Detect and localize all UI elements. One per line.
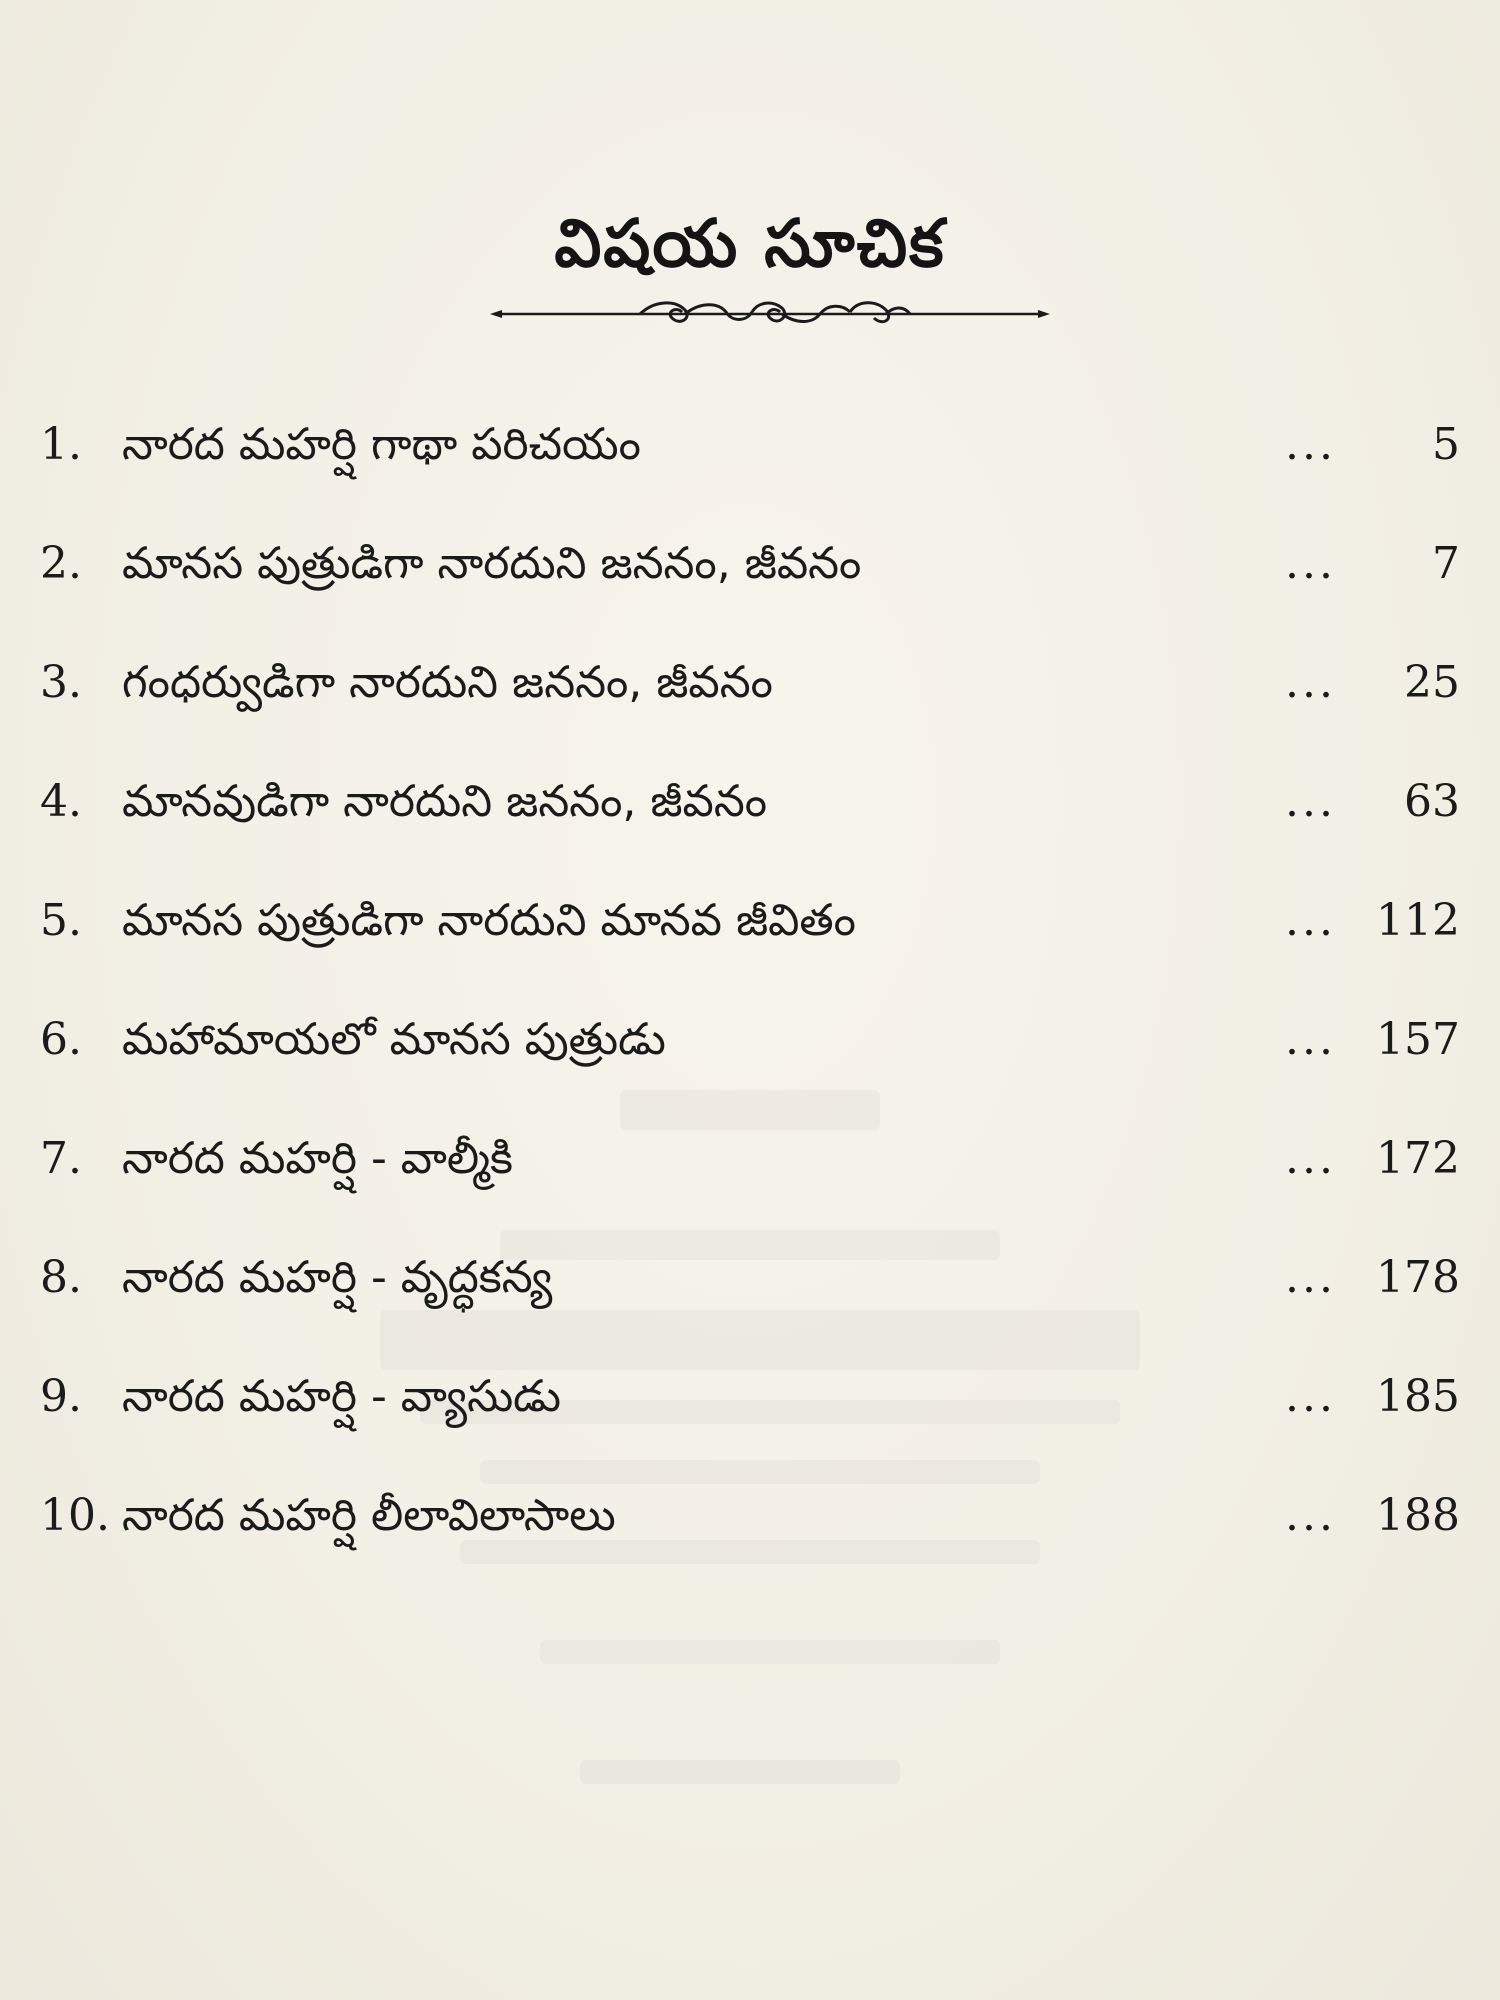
toc-entry-title: మానస పుత్రుడిగా నారదుని జననం, జీవనం	[122, 538, 862, 589]
toc-entry-title: మానవుడిగా నారదుని జననం, జీవనం	[122, 776, 768, 827]
toc-entry-number: 4.	[40, 776, 82, 827]
toc-leader-dots: ...	[1285, 1133, 1336, 1184]
toc-entry[interactable]	[40, 1466, 1460, 1585]
toc-entry[interactable]	[40, 752, 1460, 871]
toc-entry[interactable]	[40, 871, 1460, 990]
toc-entry-title: నారద మహర్షి - వ్యాసుడు	[122, 1371, 561, 1422]
table-of-contents	[40, 395, 1460, 1585]
toc-entry-number: 10.	[40, 1490, 110, 1541]
toc-page-number: 178	[1376, 1252, 1460, 1303]
toc-page-number: 7	[1432, 538, 1460, 589]
toc-page-number: 172	[1376, 1133, 1460, 1184]
toc-page-number: 185	[1376, 1371, 1460, 1422]
toc-entry[interactable]	[40, 633, 1460, 752]
toc-leader-dots: ...	[1285, 1371, 1336, 1422]
toc-entry[interactable]	[40, 1228, 1460, 1347]
toc-page-number: 157	[1376, 1014, 1460, 1065]
toc-entry[interactable]	[40, 990, 1460, 1109]
toc-entry-title: నారద మహర్షి - వృద్ధకన్య	[122, 1252, 553, 1303]
toc-entry-title: నారద మహర్షి లీలావిలాసాలు	[122, 1490, 616, 1541]
toc-entry-number: 1.	[40, 419, 82, 470]
toc-page-number: 25	[1404, 657, 1460, 708]
title-ornament-divider	[490, 296, 1050, 332]
toc-leader-dots: ...	[1285, 776, 1336, 827]
toc-entry-number: 8.	[40, 1252, 82, 1303]
toc-entry-number: 5.	[40, 895, 82, 946]
toc-leader-dots: ...	[1285, 1252, 1336, 1303]
toc-page-number: 63	[1404, 776, 1460, 827]
toc-entry[interactable]	[40, 1109, 1460, 1228]
toc-entry-number: 6.	[40, 1014, 82, 1065]
toc-entry-title: నారద మహర్షి గాథా పరిచయం	[122, 419, 641, 470]
page-title: విషయ సూచిక	[554, 205, 946, 282]
toc-entry-title: మహామాయలో మానస పుత్రుడు	[122, 1014, 666, 1065]
toc-entry[interactable]	[40, 514, 1460, 633]
toc-page-number: 5	[1432, 419, 1460, 470]
toc-entry-number: 3.	[40, 657, 82, 708]
toc-entry-title: మానస పుత్రుడిగా నారదుని మానవ జీవితం	[122, 895, 856, 946]
toc-page-number: 112	[1376, 895, 1460, 946]
toc-entry-number: 2.	[40, 538, 82, 589]
toc-entry-title: నారద మహర్షి - వాల్మీకి	[122, 1133, 514, 1184]
toc-leader-dots: ...	[1285, 1014, 1336, 1065]
toc-entry[interactable]	[40, 1347, 1460, 1466]
toc-leader-dots: ...	[1285, 419, 1336, 470]
toc-leader-dots: ...	[1285, 657, 1336, 708]
toc-page-number: 188	[1376, 1490, 1460, 1541]
toc-leader-dots: ...	[1285, 1490, 1336, 1541]
toc-entry-number: 9.	[40, 1371, 82, 1422]
toc-leader-dots: ...	[1285, 895, 1336, 946]
toc-entry-number: 7.	[40, 1133, 82, 1184]
toc-entry-title: గంధర్వుడిగా నారదుని జననం, జీవనం	[122, 657, 773, 708]
toc-leader-dots: ...	[1285, 538, 1336, 589]
toc-entry[interactable]	[40, 395, 1460, 514]
